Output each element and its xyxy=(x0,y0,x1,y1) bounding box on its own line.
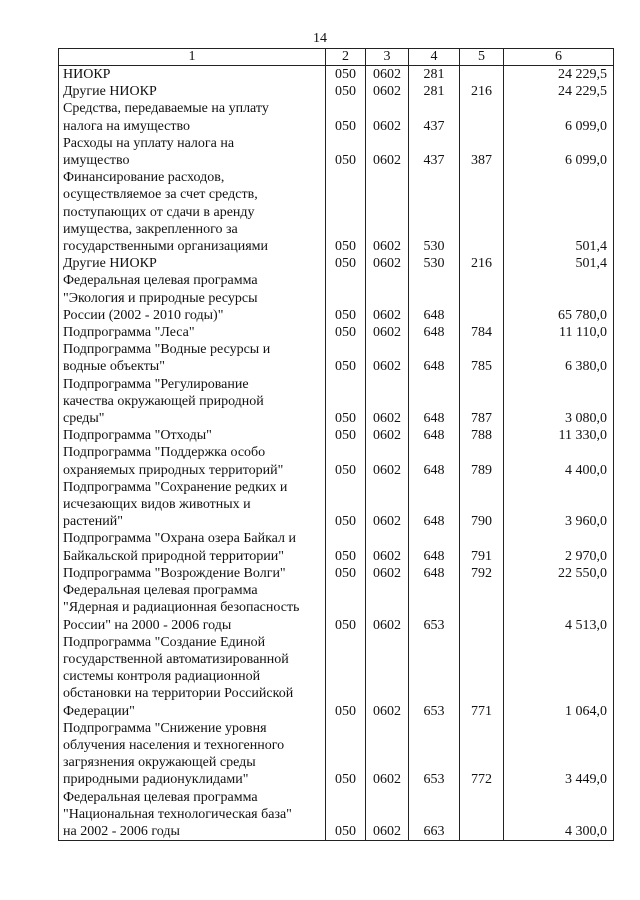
row-name xyxy=(59,255,326,272)
table-row xyxy=(59,634,614,720)
code-5: 785 xyxy=(460,341,504,375)
code-3: 0602 xyxy=(366,427,409,444)
column-header-4: 4 xyxy=(409,49,460,66)
code-2: 050 xyxy=(326,255,366,272)
row-name-line: Байкальской природной территории" xyxy=(63,548,284,564)
code-3: 0602 xyxy=(366,530,409,564)
row-name-line: Федеральная целевая программа xyxy=(63,583,258,599)
row-name-line: качества окружающей природной xyxy=(63,393,264,409)
row-name-line: России (2002 - 2010 годы)" xyxy=(63,307,224,323)
row-name-line: исчезающих видов животных и xyxy=(63,497,251,513)
column-header-2: 2 xyxy=(326,49,366,66)
amount: 501,4 xyxy=(504,255,614,272)
code-2: 050 xyxy=(326,565,366,582)
code-5: 789 xyxy=(460,444,504,478)
table-row xyxy=(59,255,614,272)
row-name-line: НИОКР xyxy=(63,67,111,82)
code-2: 050 xyxy=(326,634,366,720)
table-row xyxy=(59,272,614,324)
row-name xyxy=(59,582,326,634)
row-name-line: системы контроля радиационной xyxy=(63,669,261,685)
row-name-line: Расходы на уплату налога на xyxy=(63,135,235,151)
code-3: 0602 xyxy=(366,135,409,169)
row-name-line: Подпрограмма "Водные ресурсы и xyxy=(63,342,271,358)
table-row xyxy=(59,444,614,478)
row-name-line: России" на 2000 - 2006 годы xyxy=(63,617,232,633)
column-header-5: 5 xyxy=(460,49,504,66)
row-name-line: имущества, закрепленного за xyxy=(63,221,238,237)
amount: 3 449,0 xyxy=(504,720,614,789)
code-4: 648 xyxy=(409,479,460,531)
row-name xyxy=(59,83,326,100)
code-4: 648 xyxy=(409,530,460,564)
code-2: 050 xyxy=(326,135,366,169)
row-name-line: Подпрограмма "Леса" xyxy=(63,325,195,341)
code-2: 050 xyxy=(326,479,366,531)
row-name-line: Подпрограмма "Поддержка особо xyxy=(63,445,266,461)
code-4: 648 xyxy=(409,272,460,324)
code-4: 663 xyxy=(409,789,460,841)
table-row xyxy=(59,479,614,531)
code-5 xyxy=(460,582,504,634)
code-2: 050 xyxy=(326,720,366,789)
code-2: 050 xyxy=(326,169,366,255)
row-name-line: Федерации" xyxy=(63,703,135,719)
code-2: 050 xyxy=(326,66,366,84)
table-row xyxy=(59,100,614,134)
row-name-line: "Экология и природные ресурсы xyxy=(63,290,258,306)
code-3: 0602 xyxy=(366,169,409,255)
row-name-line: Подпрограмма "Охрана озера Байкал и xyxy=(63,531,296,547)
row-name-line: имущество xyxy=(63,153,130,169)
row-name-line: осуществляемое за счет средств, xyxy=(63,187,258,203)
code-3: 0602 xyxy=(366,789,409,841)
column-number-row xyxy=(59,49,614,66)
code-5: 216 xyxy=(460,255,504,272)
row-name-line: обстановки на территории Российской xyxy=(63,686,294,702)
code-4: 653 xyxy=(409,634,460,720)
row-name-line: Подпрограмма "Отходы" xyxy=(63,428,212,444)
code-3: 0602 xyxy=(366,255,409,272)
table-row xyxy=(59,565,614,582)
row-name xyxy=(59,272,326,324)
table-row xyxy=(59,530,614,564)
amount: 6 380,0 xyxy=(504,341,614,375)
row-name-line: среды" xyxy=(63,411,105,427)
amount: 501,4 xyxy=(504,169,614,255)
amount: 4 300,0 xyxy=(504,789,614,841)
code-2: 050 xyxy=(326,83,366,100)
table-row xyxy=(59,66,614,84)
code-5: 792 xyxy=(460,565,504,582)
code-2: 050 xyxy=(326,272,366,324)
amount: 24 229,5 xyxy=(504,83,614,100)
row-name-line: "Национальная технологическая база" xyxy=(63,806,292,822)
code-3: 0602 xyxy=(366,582,409,634)
code-2: 050 xyxy=(326,530,366,564)
code-5 xyxy=(460,789,504,841)
code-5: 787 xyxy=(460,376,504,428)
page-number: 14 xyxy=(313,31,327,46)
row-name-line: загрязнения окружающей среды xyxy=(63,755,256,771)
row-name-line: Другие НИОКР xyxy=(63,84,157,100)
row-name-line: Подпрограмма "Создание Единой xyxy=(63,634,266,650)
code-5: 387 xyxy=(460,135,504,169)
code-4: 281 xyxy=(409,66,460,84)
row-name-line: поступающих от сдачи в аренду xyxy=(63,204,255,220)
code-3: 0602 xyxy=(366,720,409,789)
row-name-line: Подпрограмма "Сохранение редких и xyxy=(63,479,288,495)
row-name xyxy=(59,427,326,444)
row-name-line: растений" xyxy=(63,514,123,530)
table-row xyxy=(59,720,614,789)
code-3: 0602 xyxy=(366,272,409,324)
row-name-line: Подпрограмма "Снижение уровня xyxy=(63,720,267,736)
code-4: 648 xyxy=(409,444,460,478)
row-name-line: на 2002 - 2006 годы xyxy=(63,823,180,839)
code-5: 216 xyxy=(460,83,504,100)
code-5 xyxy=(460,169,504,255)
code-2: 050 xyxy=(326,324,366,341)
code-4: 530 xyxy=(409,255,460,272)
row-name xyxy=(59,789,326,841)
code-3: 0602 xyxy=(366,444,409,478)
table-row xyxy=(59,341,614,375)
row-name xyxy=(59,530,326,564)
table-row xyxy=(59,135,614,169)
table-row xyxy=(59,427,614,444)
table-row xyxy=(59,83,614,100)
amount: 65 780,0 xyxy=(504,272,614,324)
row-name xyxy=(59,565,326,582)
row-name-line: Финансирование расходов, xyxy=(63,170,225,186)
row-name-line: Федеральная целевая программа xyxy=(63,273,258,289)
row-name xyxy=(59,634,326,720)
amount: 1 064,0 xyxy=(504,634,614,720)
row-name xyxy=(59,100,326,134)
code-4: 648 xyxy=(409,324,460,341)
amount: 2 970,0 xyxy=(504,530,614,564)
code-5 xyxy=(460,100,504,134)
amount: 6 099,0 xyxy=(504,100,614,134)
row-name-line: облучения населения и техногенного xyxy=(63,737,285,753)
table-row xyxy=(59,582,614,634)
row-name xyxy=(59,720,326,789)
code-3: 0602 xyxy=(366,634,409,720)
row-name xyxy=(59,66,326,84)
code-2: 050 xyxy=(326,789,366,841)
row-name-line: Подпрограмма "Возрождение Волги" xyxy=(63,565,286,581)
table-row xyxy=(59,376,614,428)
code-5: 790 xyxy=(460,479,504,531)
code-4: 653 xyxy=(409,582,460,634)
row-name xyxy=(59,135,326,169)
row-name-line: Подпрограмма "Регулирование xyxy=(63,376,249,392)
code-4: 530 xyxy=(409,169,460,255)
table-row xyxy=(59,789,614,841)
row-name-line: Средства, передаваемые на уплату xyxy=(63,101,269,117)
code-2: 050 xyxy=(326,444,366,478)
code-3: 0602 xyxy=(366,100,409,134)
code-2: 050 xyxy=(326,427,366,444)
amount: 3 080,0 xyxy=(504,376,614,428)
amount: 24 229,5 xyxy=(504,66,614,84)
code-5 xyxy=(460,66,504,84)
code-5 xyxy=(460,272,504,324)
row-name-line: природными радионуклидами" xyxy=(63,772,249,788)
code-4: 648 xyxy=(409,565,460,582)
table-row xyxy=(59,324,614,341)
code-4: 437 xyxy=(409,135,460,169)
code-4: 653 xyxy=(409,720,460,789)
code-5: 791 xyxy=(460,530,504,564)
amount: 4 400,0 xyxy=(504,444,614,478)
row-name-line: охраняемых природных территорий" xyxy=(63,462,284,478)
row-name-line: водные объекты" xyxy=(63,359,165,375)
code-4: 648 xyxy=(409,376,460,428)
amount: 4 513,0 xyxy=(504,582,614,634)
code-3: 0602 xyxy=(366,341,409,375)
code-5: 784 xyxy=(460,324,504,341)
column-header-3: 3 xyxy=(366,49,409,66)
code-2: 050 xyxy=(326,582,366,634)
code-3: 0602 xyxy=(366,376,409,428)
budget-table xyxy=(58,48,614,841)
amount: 22 550,0 xyxy=(504,565,614,582)
code-4: 648 xyxy=(409,427,460,444)
column-header-6: 6 xyxy=(504,49,614,66)
amount: 11 110,0 xyxy=(504,324,614,341)
column-header-1: 1 xyxy=(59,49,326,66)
row-name-line: государственными организациями xyxy=(63,239,269,255)
code-2: 050 xyxy=(326,100,366,134)
code-5: 788 xyxy=(460,427,504,444)
code-5: 772 xyxy=(460,720,504,789)
amount: 6 099,0 xyxy=(504,135,614,169)
row-name xyxy=(59,341,326,375)
row-name xyxy=(59,444,326,478)
row-name-line: налога на имущество xyxy=(63,118,191,134)
code-3: 0602 xyxy=(366,324,409,341)
table-row xyxy=(59,169,614,255)
code-5: 771 xyxy=(460,634,504,720)
row-name-line: "Ядерная и радиационная безопасность xyxy=(63,600,300,616)
amount: 11 330,0 xyxy=(504,427,614,444)
row-name-line: Другие НИОКР xyxy=(63,256,157,272)
code-2: 050 xyxy=(326,341,366,375)
code-4: 648 xyxy=(409,341,460,375)
table-body xyxy=(59,66,614,841)
code-3: 0602 xyxy=(366,565,409,582)
amount: 3 960,0 xyxy=(504,479,614,531)
row-name-line: Федеральная целевая программа xyxy=(63,789,258,805)
row-name xyxy=(59,479,326,531)
code-3: 0602 xyxy=(366,479,409,531)
row-name xyxy=(59,376,326,428)
row-name-line: государственной автоматизированной xyxy=(63,651,289,667)
code-3: 0602 xyxy=(366,83,409,100)
code-3: 0602 xyxy=(366,66,409,84)
code-4: 437 xyxy=(409,100,460,134)
row-name xyxy=(59,169,326,255)
row-name xyxy=(59,324,326,341)
code-4: 281 xyxy=(409,83,460,100)
code-2: 050 xyxy=(326,376,366,428)
